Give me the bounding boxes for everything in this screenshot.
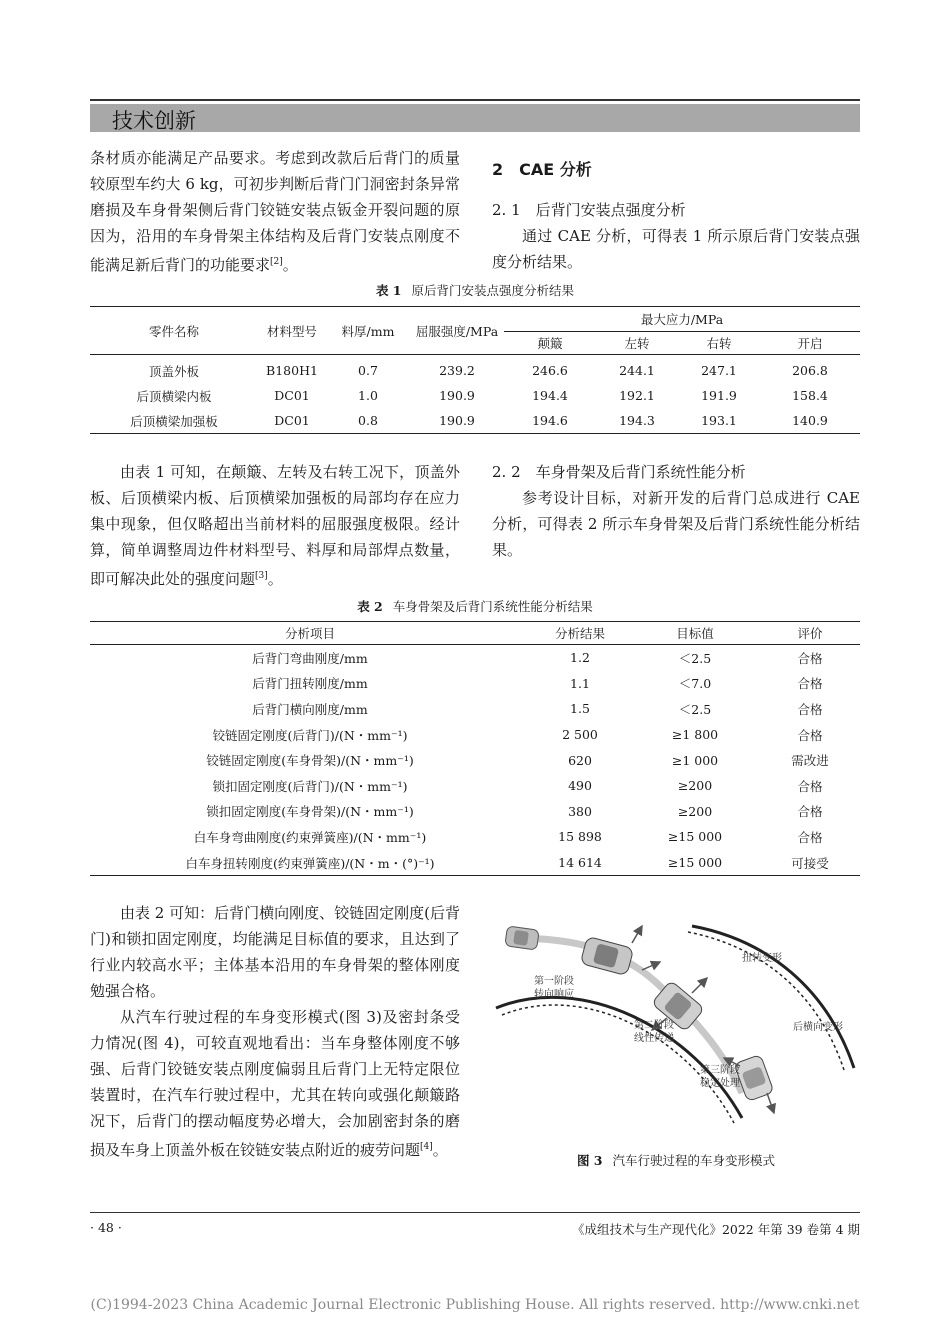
road-curve-inner — [496, 997, 742, 1118]
cell: 0.8 — [358, 413, 378, 428]
paragraph: 从汽车行驶过程的车身变形模式(图 3)及密封条受力情况(图 4)，可较直观地看出：当车身整体刚度不够强、后背门铰链安装点刚度偏弱且后背门上无特定限位装置时，在汽车行驶过程中，尤其在转向或强化颠簸路况下，后背门的摆动幅度势必增大，会加剧密封条的磨损及车身上顶盖外板在铰链安装点附近的疲劳问题[4]。 — [90, 1008, 460, 1159]
cell: 合格 — [797, 804, 823, 820]
cell: ≥15 000 — [667, 855, 723, 871]
th-yield: 屈服强度/MPa — [410, 307, 504, 355]
paragraph: 由表 1 可知，在颠簸、左转及右转工况下，顶盖外板、后顶横梁内板、后顶横梁加强板的局部均存在应力集中现象，但仅略超出当前材料的屈服强度极限。经计算，简单调整周边件材料型号、料厚和局部焊点数量，即可解决此处的强度问题[3]。 — [90, 463, 460, 588]
copyright-notice: (C)1994-2023 China Academic Journal Electronic Publishing House. All rights reserved. http://www.cnki.net — [90, 1297, 860, 1313]
cell: ＜2.5 — [678, 650, 712, 666]
cell: 锁扣固定刚度(后背门)/(N・mm⁻¹) — [212, 778, 408, 794]
page-number: · 48 · — [90, 1220, 122, 1235]
cell: 15 898 — [558, 829, 602, 845]
reference[interactable]: [3] — [255, 571, 268, 581]
label-stage2b: 线性传递 — [634, 1033, 674, 1044]
cell: 490 — [568, 778, 592, 794]
cell: 需改进 — [791, 753, 829, 769]
table-row — [90, 773, 860, 799]
cell: 190.9 — [439, 413, 475, 428]
th-evaluation: 评价 — [760, 622, 860, 645]
paragraph: 通过 CAE 分析，可得表 1 所示原后背门安装点强度分析结果。 — [492, 227, 860, 271]
cell: 合格 — [797, 778, 823, 794]
th-condition: 左转 — [596, 332, 678, 355]
subsection-heading: 2. 1 后背门安装点强度分析 — [492, 201, 686, 219]
cell: 239.2 — [439, 363, 475, 378]
table-row — [90, 383, 860, 408]
cell: ≥1 800 — [671, 727, 719, 743]
cell: DC01 — [274, 413, 310, 428]
cell: 140.9 — [792, 413, 828, 428]
table1-label: 表 1 — [375, 283, 402, 298]
table2-caption: 表 2 车身骨架及后背门系统性能分析结果 — [357, 599, 593, 614]
left-column-block-2 — [90, 459, 460, 592]
cell: 193.1 — [701, 413, 737, 428]
label-stage1b: 转向响应 — [534, 989, 574, 1000]
paragraph: 参考设计目标，对新开发的后背门总成进行 CAE 分析，可得表 2 所示车身骨架及后背门系统性能分析结果。 — [492, 489, 860, 559]
cell: ＜7.0 — [678, 676, 712, 692]
cell: 244.1 — [619, 363, 655, 378]
label-torsion: 扭转变形 — [742, 953, 782, 964]
cell: 190.9 — [439, 388, 475, 403]
paragraph: 条材质亦能满足产品要求。考虑到改款后后背门的质量较原型车约大 6 kg，可初步判断后背门门洞密封条异常磨损及车身骨架侧后背门铰链安装点钣金开裂问题的原因为，沿用的车身骨架主体结构及后背门安装点刚度不能满足新后背门的功能要求[2]。 — [90, 149, 460, 274]
table1 — [90, 306, 860, 434]
section-header-bar — [90, 104, 860, 132]
cell: 191.9 — [701, 388, 737, 403]
cell: 14 614 — [558, 855, 602, 871]
th-condition: 颠簸 — [504, 332, 596, 355]
th-thickness: 料厚/mm — [326, 307, 410, 355]
cell: 247.1 — [701, 363, 737, 378]
cell: 1.5 — [570, 701, 590, 717]
arrow — [642, 962, 660, 970]
figure3-label: 图 3 — [576, 1153, 603, 1168]
cell: 246.6 — [532, 363, 568, 378]
cell: 合格 — [797, 727, 823, 743]
cell: 铰链固定刚度(车身骨架)/(N・mm⁻¹) — [206, 753, 414, 769]
reference[interactable]: [4] — [420, 1142, 433, 1152]
left-column-block-1 — [90, 145, 460, 278]
figure3-deformation-diagram — [492, 918, 860, 1130]
cell: DC01 — [274, 388, 310, 403]
cell: ≥200 — [677, 778, 713, 794]
label-stage3b: 稳定处理 — [700, 1078, 740, 1089]
table-row — [90, 850, 860, 876]
th-material: 材料型号 — [258, 307, 326, 355]
cell: 可接受 — [791, 855, 829, 871]
cell: 合格 — [797, 650, 823, 666]
cell: 后顶横梁加强板 — [130, 413, 218, 429]
cell: 192.1 — [619, 388, 655, 403]
table2 — [90, 621, 860, 876]
cell: 后顶横梁内板 — [136, 388, 212, 404]
header-rule — [90, 99, 860, 101]
table1-caption: 表 1 原后背门安装点强度分析结果 — [375, 283, 575, 298]
label-stage1a: 第一阶段 — [534, 976, 574, 987]
cell: 白车身弯曲刚度(约束弹簧座)/(N・mm⁻¹) — [193, 829, 427, 845]
table-row — [90, 799, 860, 825]
th-condition: 开启 — [760, 332, 860, 355]
table2-label: 表 2 — [357, 599, 383, 614]
arrow — [767, 1093, 774, 1113]
cell: 194.3 — [619, 413, 655, 428]
table-row — [90, 671, 860, 697]
footer-rule — [90, 1212, 860, 1213]
table-row — [90, 355, 860, 384]
journal-info: 《成组技术与生产现代化》2022 年第 39 卷第 4 期 — [571, 1222, 860, 1237]
table-row — [90, 747, 860, 773]
left-column-block-3 — [90, 900, 460, 1163]
th-target: 目标值 — [630, 622, 760, 645]
cell: 1.0 — [358, 388, 378, 403]
section-heading: 2 CAE 分析 — [492, 160, 592, 179]
cell: 194.4 — [532, 388, 568, 403]
cell: 1.1 — [570, 675, 590, 691]
cell: 206.8 — [792, 363, 828, 378]
section-title: 技术创新 — [112, 109, 196, 133]
cell: 合格 — [797, 701, 823, 717]
th-result: 分析结果 — [530, 622, 630, 645]
table-row — [90, 696, 860, 722]
subsection-heading: 2. 2 车身骨架及后背门系统性能分析 — [492, 463, 746, 481]
arrow — [692, 978, 707, 993]
cell: 0.7 — [358, 363, 378, 378]
cell: 1.2 — [570, 650, 590, 666]
cell: 380 — [568, 803, 592, 819]
cell: 铰链固定刚度(后背门)/(N・mm⁻¹) — [212, 727, 408, 743]
cell: 后背门扭转刚度/mm — [252, 676, 368, 692]
th-item: 分析项目 — [90, 622, 530, 645]
cell: 158.4 — [792, 388, 828, 403]
cell: 顶盖外板 — [148, 363, 199, 379]
reference[interactable]: [2] — [270, 257, 283, 267]
cell: ＜2.5 — [678, 701, 712, 717]
th-max-stress: 最大应力/MPa — [504, 307, 860, 332]
cell: 2 500 — [562, 727, 598, 743]
arrow — [632, 926, 642, 943]
car-stage-1 — [580, 936, 634, 975]
label-lateral: 后横向变形 — [793, 1022, 843, 1033]
cell: B180H1 — [266, 363, 318, 378]
figure3-caption: 图 3 汽车行驶过程的车身变形模式 — [576, 1153, 776, 1168]
th-condition: 右转 — [678, 332, 760, 355]
cell: ≥15 000 — [667, 829, 723, 845]
cell: 194.6 — [532, 413, 568, 428]
right-column-block-1 — [492, 145, 860, 275]
table-row — [90, 408, 860, 434]
car-stage-0 — [505, 926, 539, 950]
table-row — [90, 722, 860, 748]
cell: ≥1 000 — [671, 752, 719, 768]
label-stage2a: 第二阶段 — [634, 1020, 674, 1031]
table-row — [90, 824, 860, 850]
right-column-block-2 — [492, 459, 860, 563]
table-row — [90, 645, 860, 671]
cell: 后背门横向刚度/mm — [252, 701, 368, 717]
label-stage3a: 第三阶段 — [700, 1065, 740, 1076]
cell: ≥200 — [677, 803, 713, 819]
cell: 620 — [568, 752, 592, 768]
cell: 合格 — [797, 829, 823, 845]
paragraph: 由表 2 可知：后背门横向刚度、铰链固定刚度(后背门)和锁扣固定刚度，均能满足目标值的要求，且达到了行业内较高水平；主体基本沿用的车身骨架的整体刚度勉强合格。 — [90, 904, 460, 1000]
cell: 白车身扭转刚度(约束弹簧座)/(N・m・(°)⁻¹) — [185, 855, 435, 871]
cell: 后背门弯曲刚度/mm — [252, 650, 368, 666]
th-part: 零件名称 — [90, 307, 258, 355]
cell: 合格 — [797, 676, 823, 692]
cell: 锁扣固定刚度(车身骨架)/(N・mm⁻¹) — [206, 804, 414, 820]
